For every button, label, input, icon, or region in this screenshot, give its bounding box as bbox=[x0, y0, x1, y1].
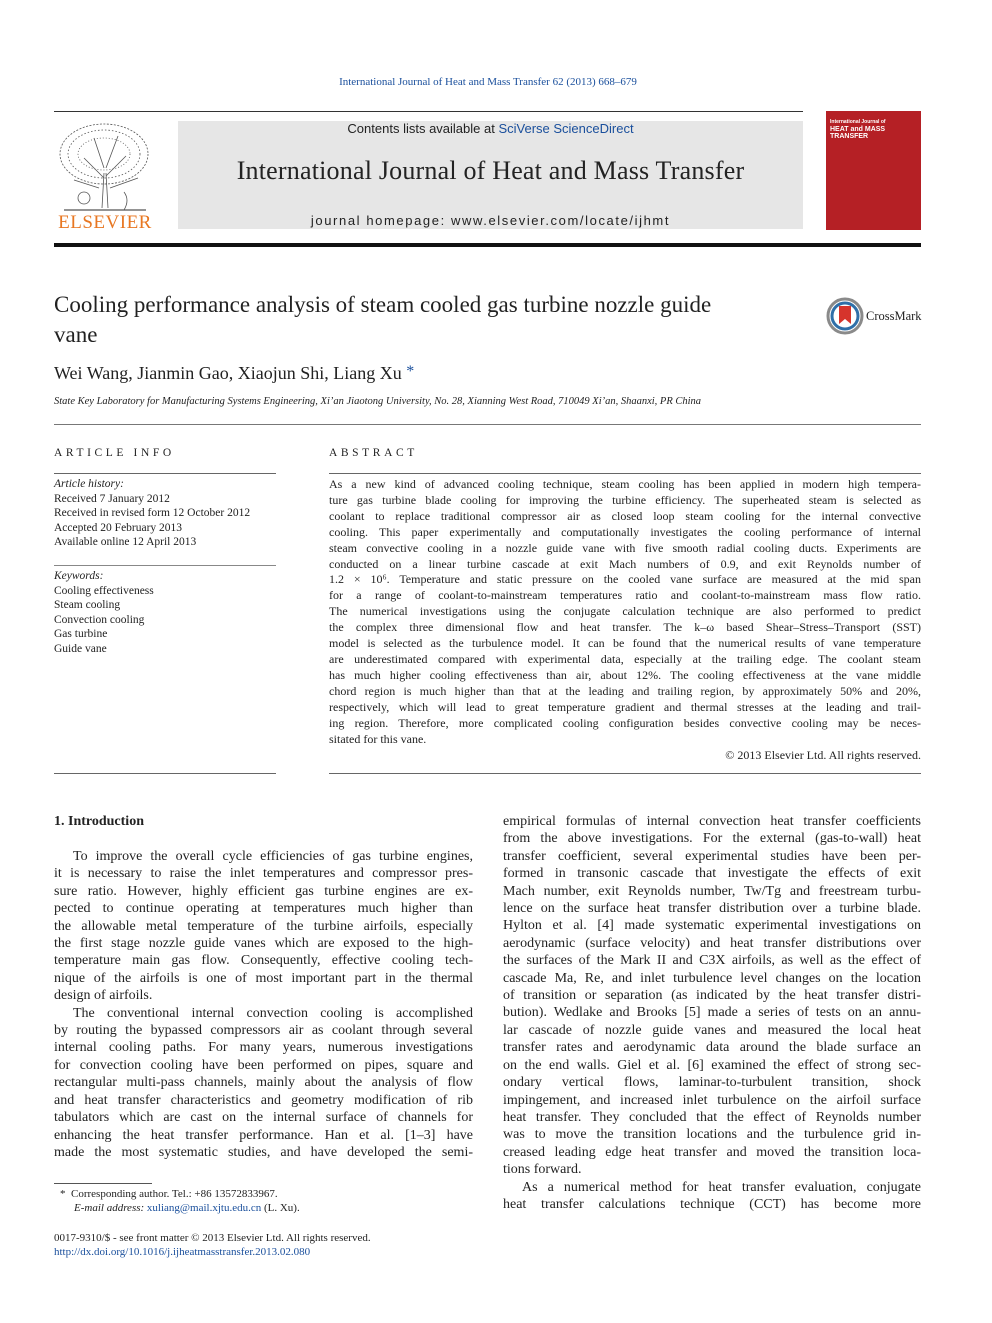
journal-citation[interactable]: International Journal of Heat and Mass Transfer 62 (2013) 668–679 bbox=[339, 76, 637, 88]
keywords-rule bbox=[54, 565, 276, 566]
abstract-bottom-rule bbox=[329, 773, 921, 774]
history-online: Available online 12 April 2013 bbox=[54, 536, 197, 548]
contents-line: Contents lists available at SciVerse ScienceDirect bbox=[347, 121, 634, 136]
author-list: Wei Wang, Jianmin Gao, Xiaojun Shi, Liang Xu * bbox=[54, 363, 415, 383]
sciencedirect-link[interactable]: SciVerse ScienceDirect bbox=[498, 121, 634, 136]
keyword: Cooling effectiveness bbox=[54, 584, 154, 597]
history-revised: Received in revised form 12 October 2012 bbox=[54, 507, 251, 519]
keyword: Gas turbine bbox=[54, 628, 108, 640]
crossmark-badge[interactable] bbox=[826, 297, 926, 335]
section-heading-introduction: 1. Introduction bbox=[54, 814, 144, 829]
keywords-list: Keywords: Cooling effectiveness Steam cooling Convection cooling Gas turbine Guide vane bbox=[54, 569, 276, 656]
elsevier-logo[interactable] bbox=[54, 118, 156, 233]
header-thick-rule bbox=[54, 243, 921, 247]
issn-line: 0017-9310/$ - see front matter © 2013 Elsevier Ltd. All rights reserved. bbox=[54, 1232, 371, 1244]
copyright: © 2013 Elsevier Ltd. All rights reserved. bbox=[725, 748, 921, 763]
journal-cover-thumbnail[interactable] bbox=[826, 111, 921, 230]
crossmark-label: CrossMark bbox=[866, 309, 922, 323]
history-received: Received 7 January 2012 bbox=[54, 492, 170, 505]
cover-title: International Journal of HEAT and MASS TRANSFER bbox=[830, 119, 886, 140]
article-info-heading: ARTICLE INFO bbox=[54, 447, 175, 459]
crossmark-icon bbox=[826, 297, 864, 335]
affiliation: State Key Laboratory for Manufacturing Systems Engineering, Xi’an Jiaotong University, No. 28, Xianning West Road, 710049 Xi’an, Shaanxi, PR China bbox=[54, 396, 702, 407]
journal-homepage[interactable]: journal homepage: www.elsevier.com/locate/ijhmt bbox=[310, 213, 671, 228]
abstract-heading: ABSTRACT bbox=[329, 447, 418, 459]
footnote-rule bbox=[54, 1183, 152, 1184]
keyword: Steam cooling bbox=[54, 599, 121, 611]
elsevier-tree-icon bbox=[54, 118, 156, 213]
intro-left-column: To improve the overall cycle efficiencies of gas turbine engines, it is necessary to raise the inlet temperatures and compressor pres- sure ratio. However, highly efficient gas turbine engines are ex- pected to continue operating at temperatures much higher than the allowable metal temperature of the turbine airfoils, especially the first stage nozzle guide vanes which are exposed to the high- temperature main gas flow. Consequently, effective cooling tech- nique of the airfoils is one of most important part in the thermal design of airfoils. The conventional internal convection cooling is accomplished by routing the bypassed compressors air as coolant through several internal cooling paths. For many years, numerous investigations for convection cooling have been performed on pipes, square and rectangular multi-pass channels, mainly about the analysis of flow and heat transfer characteristics and geometry modification of rib tabulators which are cast on the internal surface of channels for enhancing the heat transfer performance. Han et al. [1–3] have made the most systematic studies, and have developed the semi- bbox=[54, 849, 473, 1160]
history-accepted: Accepted 20 February 2013 bbox=[54, 521, 183, 534]
intro-right-column: empirical formulas of internal convection heat transfer coefficients from the above investigations. For the external (gas-to-wall) heat transfer coefficient, several experimental studies have been per- formed in transonic cascade that investigate the effects of exit Mach number, exit Reynolds number, Tw/Tg and freestream turbu- lence on the surface heat transfer distribution over a turbine blade. Hylton et al. [4] made systematic experimental investigations on aerodynamic (surface velocity) and heat transfer distributions over the surfaces of the Mark II and C3X airfoils, as well as the effect of cascade Ma, Re, and inlet turbulence level changes on the location of transition or separation (as indicated by the heat transfer distri- bution). Wedlake and Brooks [5] made a series of tests on an annu- lar cascade of nozzle guide vanes and measured the local heat transfer rates and aerodynamic data around the blade surface an on the end walls. Giel et al. [6] examined the effect of strong sec- ondary vertical flows, laminar-to-turbulent transition, shock impingement, and increased inlet turbulence on the airfoil surface heat transfer. They concluded that the effect of Reynolds number was to move the transition locations and the turbulence grid in- creased leading edge heat transfer and moved the transition loca- tions forward. As a numerical method for heat transfer evaluation, conjugate heat transfer calculations technique (CCT) has become more bbox=[503, 814, 921, 1212]
article-info-rule bbox=[54, 473, 276, 474]
corresponding-footnote: * Corresponding author. Tel.: +86 13572833967. E-mail address: xuliang@mail.xjtu.edu.cn (L. Xu). bbox=[60, 1188, 300, 1214]
doi-link[interactable]: http://dx.doi.org/10.1016/j.ijheatmasstransfer.2013.02.080 bbox=[54, 1246, 311, 1258]
keyword: Convection cooling bbox=[54, 613, 145, 626]
article-history: Article history: Received 7 January 2012 Received in revised form 12 October 2012 Accepted 20 February 2013 Available online 12 April 2013 bbox=[54, 477, 276, 550]
publication-footer bbox=[54, 1231, 554, 1259]
author-email-link[interactable]: xuliang@mail.xjtu.edu.cn bbox=[146, 1202, 262, 1214]
journal-title: International Journal of Heat and Mass Transfer bbox=[236, 156, 745, 185]
elsevier-wordmark: ELSEVIER bbox=[58, 212, 152, 233]
title-rule bbox=[54, 424, 921, 425]
abstract-rule bbox=[329, 473, 921, 474]
corresponding-author-mark[interactable]: * bbox=[406, 363, 415, 380]
header-top-rule bbox=[54, 111, 803, 112]
article-title: Cooling performance analysis of steam cooled gas turbine nozzle guide vane bbox=[54, 292, 712, 347]
article-info-bottom-rule bbox=[54, 773, 276, 774]
abstract-body: As a new kind of advanced cooling technique, steam cooling has been applied in modern high tempera- ture gas turbine blade cooling for improving the turbine efficiency. The superheated steam is selected as coolant to replace traditional compressor air as closed loop steam cooling for the internal convective cooling. This paper experimentally and computationally investigates the cooling performance of internal steam convective cooling in a nozzle guide vane with five smooth radial cooling ducts. Experiments are conducted on a linear turbine cascade at exit Mach numbers of 0.9, and exit Reynolds number of 1.2 × 10⁶. Temperature and static pressure on the cooled vane surface are measured at the mid span for a range of coolant-to-mainstream temperatures ratio and coolant-to-mainstream mass flow ratio. The numerical investigations using the conjugate calculation technique are also performed to predict the complex three dimensional flow and heat transfer. The k–ω based Shear–Stress–Transport (SST) model is selected as the turbulence model. It can be found that the numerical results of vane temperature are underestimated compared with experimental data, especially at the trailing edge. The coolant steam has much higher cooling effectiveness than air, about 12%. The cooling effectiveness at the vane middle chord region is much higher than that at the leading and trailing region, by approximately 50% and 20%, respectively, which will lead to great temperature gradient and thermal stresses at the leading and trail- ing region. Therefore, more complicated cooling configuration besides convective cooling may be neces- sitated for this vane. © 2013 Elsevier Ltd. All rights reserved. bbox=[329, 477, 921, 763]
keyword: Guide vane bbox=[54, 642, 107, 655]
